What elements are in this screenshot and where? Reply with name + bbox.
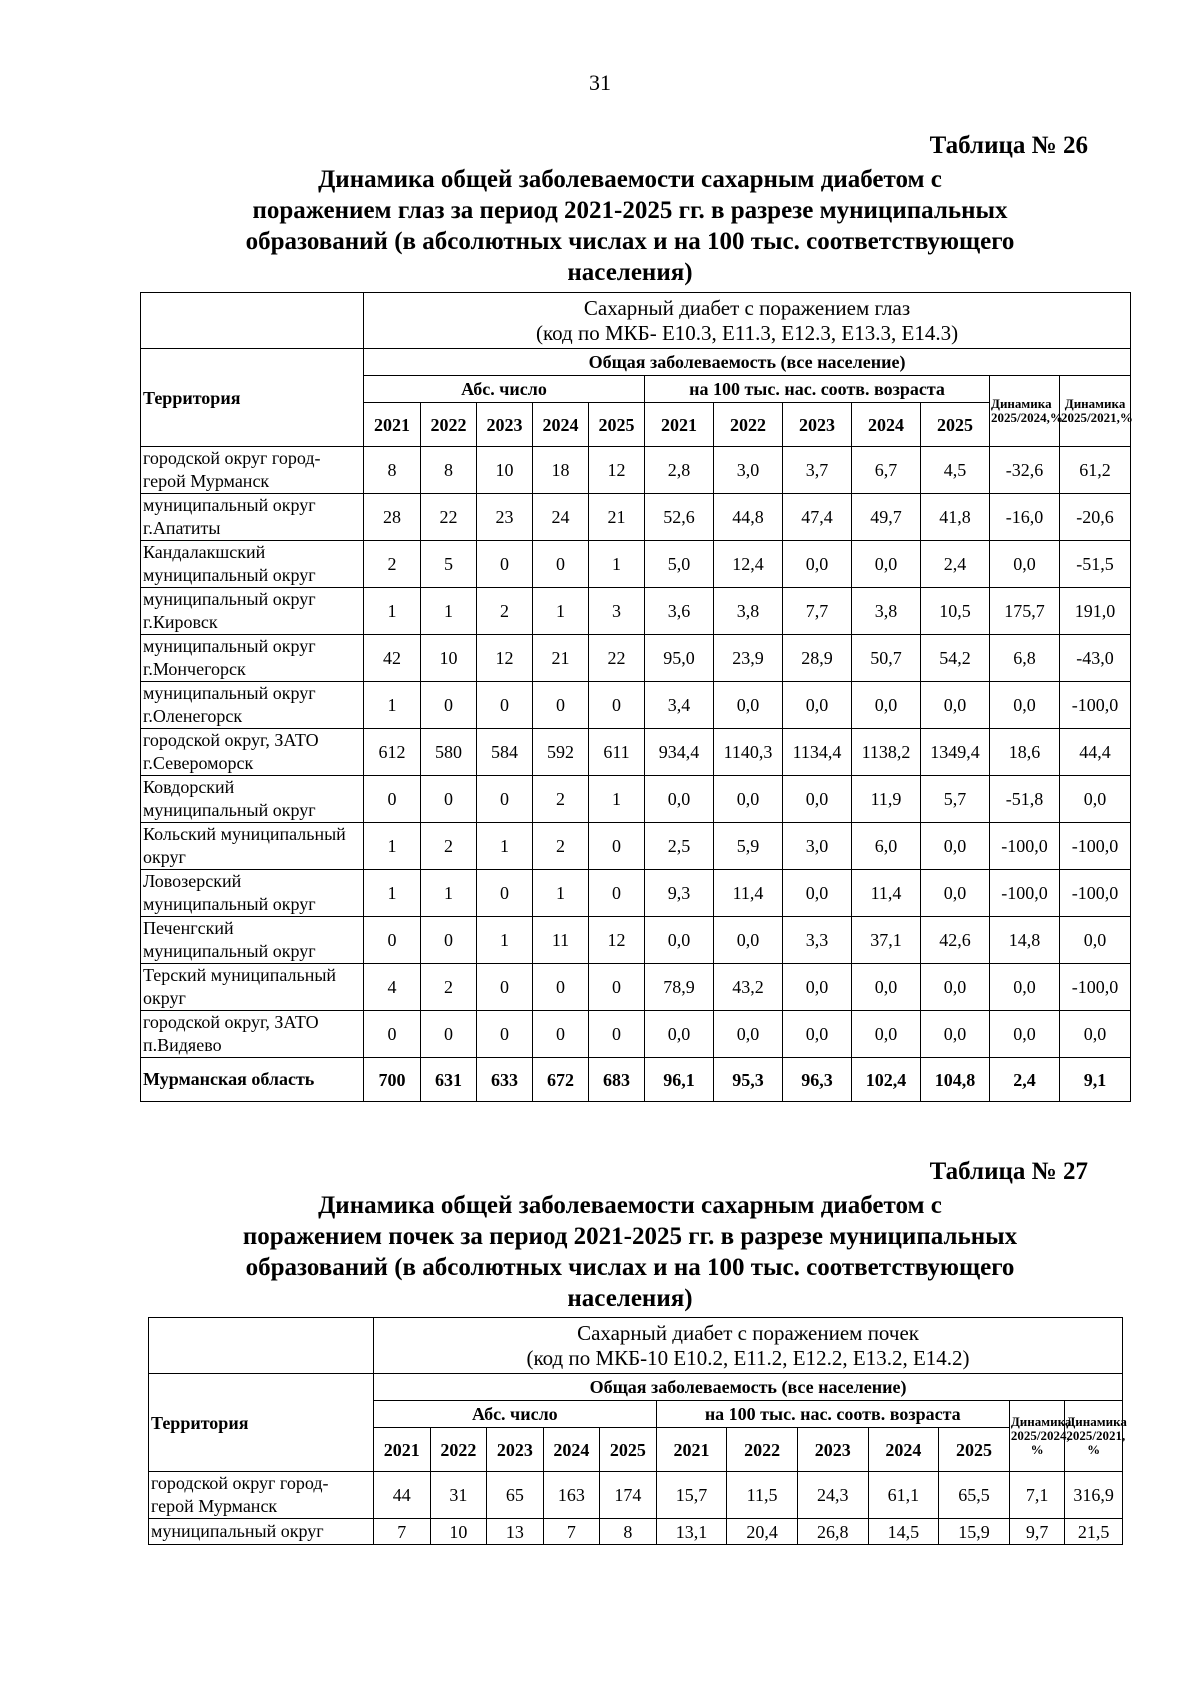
value-cell: 1 — [589, 776, 645, 823]
value-cell: 0,0 — [714, 682, 783, 729]
value-cell: 10 — [421, 635, 477, 682]
value-cell: 611 — [589, 729, 645, 776]
value-cell: 0 — [477, 964, 533, 1011]
value-cell: 2 — [477, 588, 533, 635]
territory-cell: муниципальный округ г.Апатиты — [141, 494, 364, 541]
territory-cell: муниципальный округ г.Кировск — [141, 588, 364, 635]
value-cell: 7 — [543, 1519, 600, 1545]
value-cell: 0,0 — [783, 1011, 852, 1058]
value-cell: -100,0 — [990, 823, 1060, 870]
year-header: 2021 — [656, 1428, 727, 1472]
value-cell: 2 — [364, 541, 421, 588]
value-cell: 3,4 — [645, 682, 714, 729]
value-cell: 0,0 — [645, 917, 714, 964]
value-cell: 2,4 — [921, 541, 990, 588]
value-cell: 0,0 — [1060, 776, 1131, 823]
value-cell: 21,5 — [1065, 1519, 1123, 1545]
value-cell: 0,0 — [921, 1011, 990, 1058]
value-cell: 0 — [533, 682, 589, 729]
table-row — [141, 823, 1131, 870]
value-cell: 2,8 — [645, 447, 714, 494]
value-cell: 0 — [477, 776, 533, 823]
value-cell: 631 — [421, 1058, 477, 1102]
year-header: 2024 — [868, 1428, 939, 1472]
value-cell: 14,8 — [990, 917, 1060, 964]
value-cell: 1 — [421, 870, 477, 917]
year-header: 2023 — [487, 1428, 544, 1472]
value-cell: 175,7 — [990, 588, 1060, 635]
value-cell: 0 — [589, 870, 645, 917]
year-header: 2022 — [430, 1428, 487, 1472]
value-cell: 3,0 — [714, 447, 783, 494]
value-cell: 1134,4 — [783, 729, 852, 776]
dynamics-2024-header: Динамика 2025/2024, % — [1009, 1401, 1065, 1472]
value-cell: 10,5 — [921, 588, 990, 635]
value-cell: 7,7 — [783, 588, 852, 635]
table-27-body — [149, 1472, 1123, 1545]
year-header: 2021 — [364, 403, 421, 447]
value-cell: 44 — [374, 1472, 431, 1519]
table-26-title-line: населения) — [567, 259, 693, 286]
value-cell: 1 — [589, 541, 645, 588]
value-cell: 11,9 — [852, 776, 921, 823]
table-row — [141, 1011, 1131, 1058]
year-header: 2024 — [852, 403, 921, 447]
value-cell: 50,7 — [852, 635, 921, 682]
value-cell: 0 — [421, 1011, 477, 1058]
value-cell: 191,0 — [1060, 588, 1131, 635]
value-cell: 49,7 — [852, 494, 921, 541]
territory-cell: городской округ город-герой Мурманск — [149, 1472, 374, 1519]
table-row — [141, 447, 1131, 494]
value-cell: 1 — [533, 588, 589, 635]
value-cell: 7 — [374, 1519, 431, 1545]
value-cell: 9,3 — [645, 870, 714, 917]
value-cell: 2,5 — [645, 823, 714, 870]
table-26 — [140, 292, 1131, 1102]
dynamics-2021-header: Динамика 2025/2021, % — [1065, 1401, 1123, 1472]
group-header-line: Сахарный диабет с поражением глаз — [583, 295, 911, 320]
value-cell: 3,0 — [783, 823, 852, 870]
value-cell: 2 — [421, 823, 477, 870]
value-cell: 6,7 — [852, 447, 921, 494]
value-cell: 44,8 — [714, 494, 783, 541]
value-cell: 0,0 — [921, 823, 990, 870]
value-cell: 23 — [477, 494, 533, 541]
value-cell: 2,4 — [990, 1058, 1060, 1102]
abs-header: Абс. число — [374, 1401, 657, 1428]
value-cell: 0,0 — [645, 776, 714, 823]
value-cell: 28 — [364, 494, 421, 541]
table-26-title-line: Динамика общей заболеваемости сахарным диабетом с — [318, 166, 942, 193]
value-cell: 102,4 — [852, 1058, 921, 1102]
value-cell: 0,0 — [783, 682, 852, 729]
year-header: 2022 — [727, 1428, 798, 1472]
table-26-title-line: поражением глаз за период 2021-2025 гг. в разрезе муниципальных — [252, 197, 1008, 224]
value-cell: 65,5 — [939, 1472, 1010, 1519]
value-cell: 0,0 — [783, 776, 852, 823]
value-cell: 0,0 — [921, 682, 990, 729]
value-cell: 0 — [364, 1011, 421, 1058]
value-cell: 1 — [533, 870, 589, 917]
corner-cell — [141, 293, 364, 349]
value-cell: 9,7 — [1009, 1519, 1065, 1545]
value-cell: 8 — [364, 447, 421, 494]
value-cell: 700 — [364, 1058, 421, 1102]
territory-cell: муниципальный округ г.Мончегорск — [141, 635, 364, 682]
year-header: 2025 — [939, 1428, 1010, 1472]
per100k-header: на 100 тыс. нас. соотв. возраста — [656, 1401, 1009, 1428]
value-cell: 22 — [421, 494, 477, 541]
year-header: 2025 — [921, 403, 990, 447]
value-cell: 23,9 — [714, 635, 783, 682]
value-cell: -100,0 — [990, 870, 1060, 917]
territory-cell: муниципальный округ г.Оленегорск — [141, 682, 364, 729]
value-cell: 44,4 — [1060, 729, 1131, 776]
value-cell: 43,2 — [714, 964, 783, 1011]
page-number: 31 — [589, 70, 611, 95]
year-header: 2025 — [600, 1428, 657, 1472]
value-cell: 22 — [589, 635, 645, 682]
value-cell: 1138,2 — [852, 729, 921, 776]
value-cell: 0,0 — [852, 682, 921, 729]
overall-header: Общая заболеваемость (все население) — [364, 349, 1131, 376]
value-cell: 42 — [364, 635, 421, 682]
table-26-body — [141, 447, 1131, 1102]
value-cell: 12 — [589, 447, 645, 494]
value-cell: 12,4 — [714, 541, 783, 588]
value-cell: 0 — [533, 1011, 589, 1058]
value-cell: 8 — [600, 1519, 657, 1545]
value-cell: 0,0 — [783, 964, 852, 1011]
group-header — [364, 293, 1131, 349]
value-cell: 0 — [589, 1011, 645, 1058]
value-cell: 3,6 — [645, 588, 714, 635]
value-cell: 0 — [477, 682, 533, 729]
table-27-label: Таблица № 27 — [929, 1158, 1088, 1185]
value-cell: 5 — [421, 541, 477, 588]
year-header: 2021 — [645, 403, 714, 447]
value-cell: -100,0 — [1060, 964, 1131, 1011]
group-header-code: (код по МКБ- Е10.3, Е11.3, Е12.3, Е13.3, Е14.3) — [536, 320, 959, 345]
value-cell: 15,7 — [656, 1472, 727, 1519]
value-cell: 7,1 — [1009, 1472, 1065, 1519]
territory-cell: Мурманская область — [141, 1058, 364, 1102]
value-cell: 11,5 — [727, 1472, 798, 1519]
value-cell: 1349,4 — [921, 729, 990, 776]
value-cell: 24 — [533, 494, 589, 541]
table-row — [141, 776, 1131, 823]
value-cell: 0 — [477, 541, 533, 588]
value-cell: 0,0 — [921, 964, 990, 1011]
table-row — [149, 1519, 1123, 1545]
value-cell: 5,9 — [714, 823, 783, 870]
territory-cell: Кандалакшский муниципальный округ — [141, 541, 364, 588]
value-cell: 2 — [533, 823, 589, 870]
year-header: 2023 — [477, 403, 533, 447]
value-cell: -43,0 — [1060, 635, 1131, 682]
value-cell: 1 — [364, 870, 421, 917]
territory-cell: городской округ, ЗАТО п.Видяево — [141, 1011, 364, 1058]
value-cell: 0,0 — [645, 1011, 714, 1058]
value-cell: 18,6 — [990, 729, 1060, 776]
value-cell: 0,0 — [714, 1011, 783, 1058]
year-header: 2023 — [797, 1428, 868, 1472]
value-cell: 1 — [477, 823, 533, 870]
value-cell: 163 — [543, 1472, 600, 1519]
value-cell: 96,3 — [783, 1058, 852, 1102]
value-cell: 592 — [533, 729, 589, 776]
value-cell: 1 — [364, 588, 421, 635]
value-cell: 174 — [600, 1472, 657, 1519]
territory-cell: Печенгский муниципальный округ — [141, 917, 364, 964]
table-row — [141, 964, 1131, 1011]
value-cell: 2 — [533, 776, 589, 823]
value-cell: 5,0 — [645, 541, 714, 588]
value-cell: 0,0 — [990, 682, 1060, 729]
per100k-header: на 100 тыс. нас. соотв. возраста — [645, 376, 990, 403]
value-cell: 0,0 — [921, 870, 990, 917]
value-cell: 2 — [421, 964, 477, 1011]
value-cell: -16,0 — [990, 494, 1060, 541]
value-cell: 20,4 — [727, 1519, 798, 1545]
value-cell: 21 — [533, 635, 589, 682]
value-cell: 3,3 — [783, 917, 852, 964]
value-cell: 6,8 — [990, 635, 1060, 682]
territory-cell: Терский муниципальный округ — [141, 964, 364, 1011]
value-cell: 11,4 — [714, 870, 783, 917]
value-cell: 0 — [589, 682, 645, 729]
value-cell: 41,8 — [921, 494, 990, 541]
value-cell: 0 — [421, 776, 477, 823]
value-cell: 95,0 — [645, 635, 714, 682]
value-cell: 9,1 — [1060, 1058, 1131, 1102]
territory-cell: Кольский муниципальный округ — [141, 823, 364, 870]
table-27-title-line: населения) — [567, 1285, 693, 1312]
value-cell: 0 — [364, 917, 421, 964]
table-row — [141, 682, 1131, 729]
value-cell: 104,8 — [921, 1058, 990, 1102]
value-cell: 61,1 — [868, 1472, 939, 1519]
territory-cell: Ковдорский муниципальный округ — [141, 776, 364, 823]
table-row — [149, 1472, 1123, 1519]
table-26-label: Таблица № 26 — [929, 132, 1088, 159]
value-cell: 4 — [364, 964, 421, 1011]
table-27-title-line: Динамика общей заболеваемости сахарным диабетом с — [318, 1192, 942, 1219]
value-cell: 1 — [364, 682, 421, 729]
table-row — [141, 635, 1131, 682]
territory-header: Территория — [141, 349, 364, 447]
value-cell: 54,2 — [921, 635, 990, 682]
value-cell: 3,8 — [714, 588, 783, 635]
value-cell: 15,9 — [939, 1519, 1010, 1545]
group-header — [374, 1318, 1123, 1374]
table-row — [141, 494, 1131, 541]
value-cell: 42,6 — [921, 917, 990, 964]
value-cell: 580 — [421, 729, 477, 776]
value-cell: -100,0 — [1060, 682, 1131, 729]
value-cell: 0,0 — [1060, 1011, 1131, 1058]
value-cell: 1 — [421, 588, 477, 635]
value-cell: 31 — [430, 1472, 487, 1519]
value-cell: 0 — [477, 870, 533, 917]
value-cell: 96,1 — [645, 1058, 714, 1102]
dynamics-2024-header: Динамика 2025/2024,% — [990, 376, 1060, 447]
year-header: 2022 — [714, 403, 783, 447]
value-cell: 26,8 — [797, 1519, 868, 1545]
value-cell: 0,0 — [990, 964, 1060, 1011]
value-cell: 13,1 — [656, 1519, 727, 1545]
value-cell: 37,1 — [852, 917, 921, 964]
value-cell: 14,5 — [868, 1519, 939, 1545]
value-cell: 65 — [487, 1472, 544, 1519]
value-cell: 1 — [477, 917, 533, 964]
territory-header: Территория — [149, 1374, 374, 1472]
value-cell: 28,9 — [783, 635, 852, 682]
value-cell: 0,0 — [714, 776, 783, 823]
table-26-title-line: образований (в абсолютных числах и на 100 тыс. соответствующего — [245, 228, 1015, 255]
value-cell: 4,5 — [921, 447, 990, 494]
value-cell: 612 — [364, 729, 421, 776]
value-cell: 0,0 — [783, 870, 852, 917]
value-cell: 61,2 — [1060, 447, 1131, 494]
value-cell: 5,7 — [921, 776, 990, 823]
group-header-code: (код по МКБ-10 Е10.2, Е11.2, Е12.2, Е13.2, Е14.2) — [526, 1345, 970, 1370]
value-cell: 10 — [430, 1519, 487, 1545]
value-cell: 12 — [589, 917, 645, 964]
value-cell: 0,0 — [852, 964, 921, 1011]
value-cell: 78,9 — [645, 964, 714, 1011]
table-row — [141, 917, 1131, 964]
value-cell: 0 — [364, 776, 421, 823]
value-cell: -20,6 — [1060, 494, 1131, 541]
overall-header: Общая заболеваемость (все население) — [374, 1374, 1123, 1401]
dynamics-2021-header: Динамика 2025/2021,% — [1060, 376, 1131, 447]
value-cell: 0,0 — [852, 541, 921, 588]
value-cell: 633 — [477, 1058, 533, 1102]
table-26-title — [150, 164, 1110, 288]
value-cell: 11 — [533, 917, 589, 964]
value-cell: 3 — [589, 588, 645, 635]
value-cell: 1140,3 — [714, 729, 783, 776]
value-cell: 10 — [477, 447, 533, 494]
value-cell: 52,6 — [645, 494, 714, 541]
value-cell: 24,3 — [797, 1472, 868, 1519]
value-cell: 0,0 — [1060, 917, 1131, 964]
table-row — [141, 541, 1131, 588]
value-cell: 0,0 — [990, 541, 1060, 588]
territory-cell: муниципальный округ — [149, 1519, 374, 1545]
value-cell: 934,4 — [645, 729, 714, 776]
year-header: 2024 — [533, 403, 589, 447]
value-cell: 8 — [421, 447, 477, 494]
value-cell: 0 — [477, 1011, 533, 1058]
group-header-line: Сахарный диабет с поражением почек — [577, 1320, 919, 1345]
value-cell: 683 — [589, 1058, 645, 1102]
value-cell: 0 — [421, 682, 477, 729]
value-cell: 0 — [533, 964, 589, 1011]
value-cell: 0 — [533, 541, 589, 588]
value-cell: -51,8 — [990, 776, 1060, 823]
abs-header: Абс. число — [364, 376, 645, 403]
year-header: 2023 — [783, 403, 852, 447]
value-cell: 0,0 — [990, 1011, 1060, 1058]
value-cell: -51,5 — [1060, 541, 1131, 588]
table-27-title-line: поражением почек за период 2021-2025 гг. в разрезе муниципальных — [242, 1223, 1018, 1250]
value-cell: 21 — [589, 494, 645, 541]
year-header: 2025 — [589, 403, 645, 447]
value-cell: 13 — [487, 1519, 544, 1545]
value-cell: 0 — [421, 917, 477, 964]
value-cell: -32,6 — [990, 447, 1060, 494]
value-cell: 1 — [364, 823, 421, 870]
corner-cell — [149, 1318, 374, 1374]
value-cell: 0,0 — [714, 917, 783, 964]
table-27-title — [150, 1190, 1110, 1314]
year-header: 2021 — [374, 1428, 431, 1472]
value-cell: 3,8 — [852, 588, 921, 635]
territory-cell: Ловозерский муниципальный округ — [141, 870, 364, 917]
value-cell: 316,9 — [1065, 1472, 1123, 1519]
value-cell: 0,0 — [852, 1011, 921, 1058]
value-cell: 0 — [589, 964, 645, 1011]
value-cell: 0 — [589, 823, 645, 870]
value-cell: 95,3 — [714, 1058, 783, 1102]
table-row — [141, 729, 1131, 776]
value-cell: 47,4 — [783, 494, 852, 541]
value-cell: 584 — [477, 729, 533, 776]
value-cell: 11,4 — [852, 870, 921, 917]
value-cell: -100,0 — [1060, 870, 1131, 917]
value-cell: 6,0 — [852, 823, 921, 870]
table-row — [141, 588, 1131, 635]
table-27 — [148, 1317, 1127, 1545]
value-cell: 18 — [533, 447, 589, 494]
territory-cell: городской округ город-герой Мурманск — [141, 447, 364, 494]
year-header: 2022 — [421, 403, 477, 447]
value-cell: -100,0 — [1060, 823, 1131, 870]
value-cell: 12 — [477, 635, 533, 682]
territory-cell: городской округ, ЗАТО г.Североморск — [141, 729, 364, 776]
year-header: 2024 — [543, 1428, 600, 1472]
total-row — [141, 1058, 1131, 1102]
value-cell: 672 — [533, 1058, 589, 1102]
value-cell: 0,0 — [783, 541, 852, 588]
table-row — [141, 870, 1131, 917]
table-27-title-line: образований (в абсолютных числах и на 100 тыс. соответствующего — [245, 1254, 1015, 1281]
value-cell: 3,7 — [783, 447, 852, 494]
